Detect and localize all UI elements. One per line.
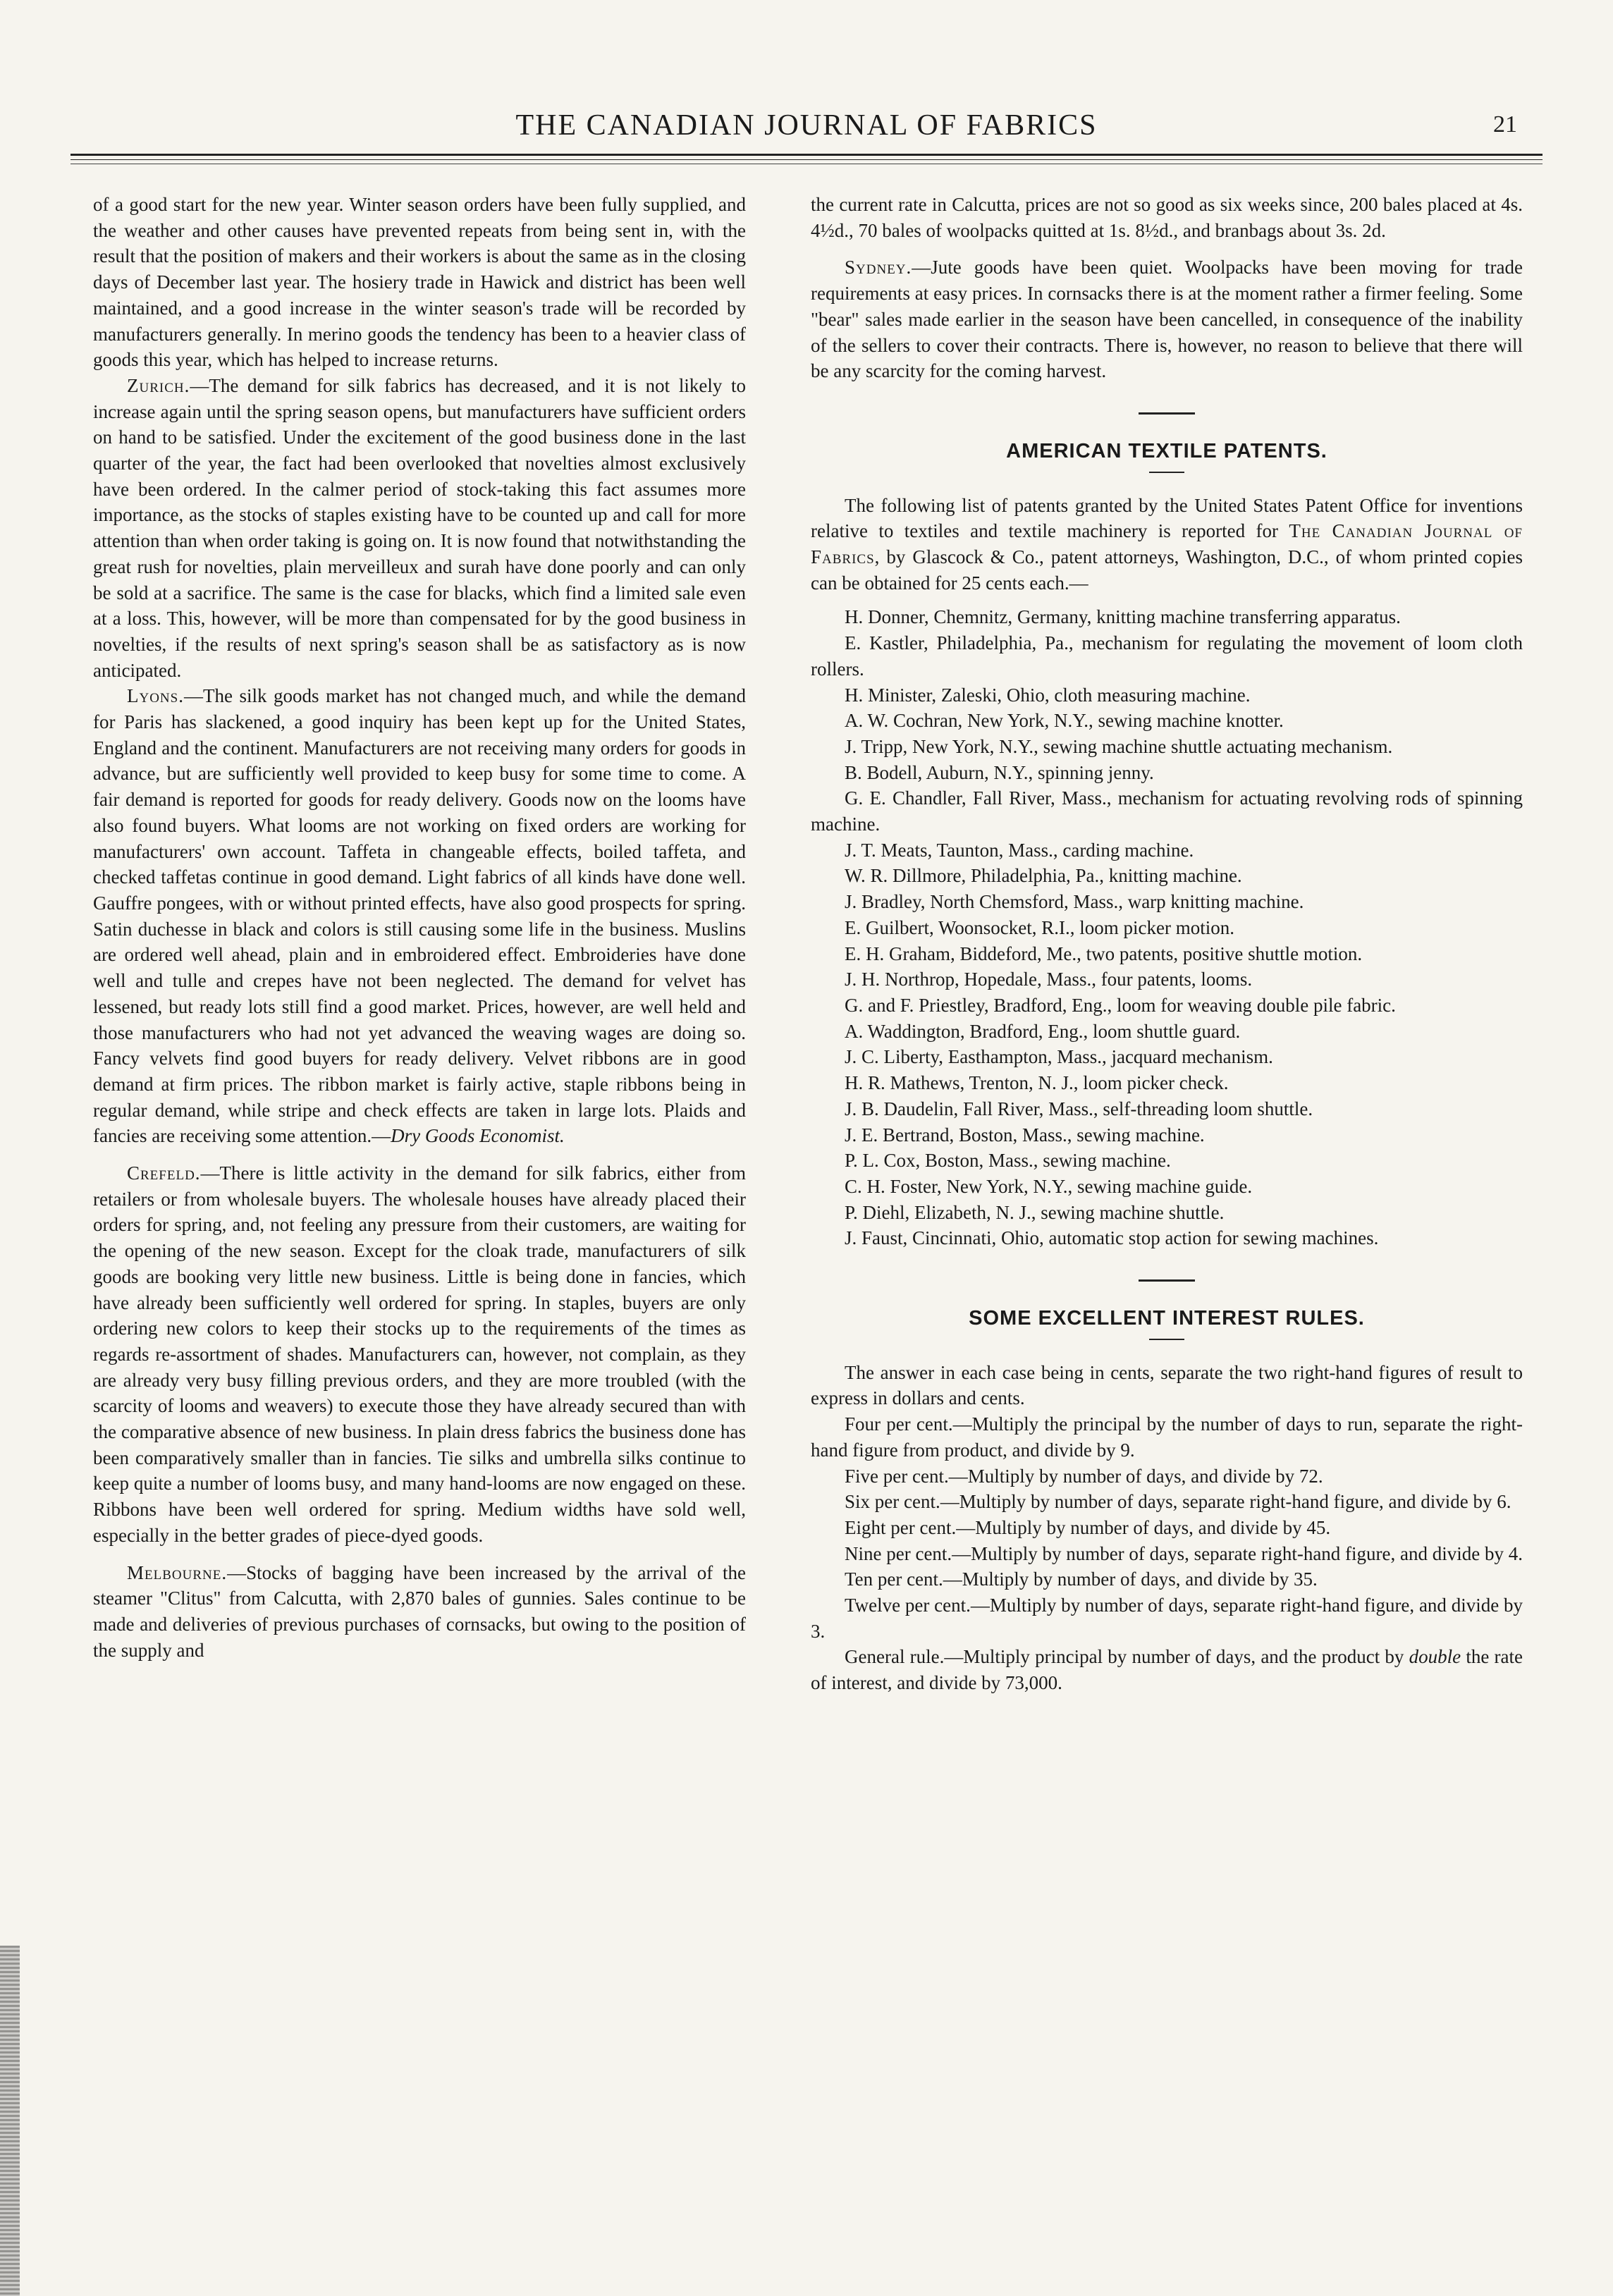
left-column [93,192,746,1663]
patent-entry: J. Bradley, North Chemsford, Mass., warp knitting machine. [845,891,1304,913]
lyons-text: —The silk goods market has not changed much, and while the demand for Paris has slackened, a good inquiry has been kept up for the United States, England and the continent. Manufacturers are not receiving many orders for goods in advance, but are sufficiently well provided to keep busy for some time to come. A fair demand is reported for goods for ready delivery. Goods now on the looms have also found buyers. What looms are not working on fixed orders are working for manufacturers' own account. Taffeta in changeable effects, boiled taffeta, and checked taffetas continue in good demand. Light fabrics of all kinds have done well. Gauffre pongees, with or without printed effects, have also good prospects for spring. Satin duchesse in black and colors is still causing some life in the business. Muslins are ordered well ahead, plain and in embroidered effect. Embroideries have done well and tulle and crepes have not been neglected. The demand for velvet has lessened, but ready lots still find a good market. Prices, however, are well held and those manufacturers who had not yet advanced the weaving wages are doing so. Fancy velvets find good buyers for ready delivery. Velvet ribbons are in good demand at firm prices. The ribbon market is fairly active, staple ribbons being in regular demand, while stripe and check effects are taken in large lots. Plaids and fancies are receiving some attention.— [93,685,746,1147]
general-rule-emphasis: double [1409,1646,1461,1668]
journal-name: The Canadian Journal of Fabrics [811,520,1523,568]
dateline-crefeld: Crefeld. [127,1162,201,1184]
zurich-text: —The demand for silk fabrics has decreased, and it is not likely to increase again until the spring season opens, but manufacturers have sufficient orders on hand to be satisfied. Under the excitement of the good business done in the last quarter of the year, the fact had been overlooked that novelties almost exclusively have been ordered. In the calmer period of stock-taking this fact assumes more importance, as the stocks of staples existing have to be counted up and call for more attention than when order taking is going on. It is now found that notwithstanding the great rush for novelties, plain merveilleux and surah have done poorly and can only be sold at a sacrifice. The same is the case for blacks, which find a limited sale even at a loss. This, however, will be more than compensated for by the good business in novelties, if the results of next spring's season shall be as satisfactory as is now anticipated. [93,374,746,681]
sydney-text: —Jute goods have been quiet. Woolpacks have been moving for trade requirements at easy prices. In cornsacks there is at the moment rather a firmer feeling. Some "bear" sales made earlier in the season have been cancelled, in consequence of the inability of the sellers to cover their contracts. There is, however, no reason to believe that there will be any scarcity for the coming harvest. [811,257,1523,382]
paragraph-zurich [93,373,746,683]
interest-rule: Twelve per cent.—Multiply by number of days, separate right-hand figure, and divide by 3. [811,1595,1523,1642]
paragraph-crefeld [93,1160,746,1549]
header-rule-thin [70,159,1543,160]
patents-intro [811,493,1523,596]
patents-intro-text-end: , by Glascock & Co., patent attorneys, Washington, D.C., of whom printed copies can be obtained for 25 cents each.— [811,546,1523,594]
patent-entry: J. B. Daudelin, Fall River, Mass., self-threading loom shuttle. [845,1098,1313,1119]
section-divider [1139,412,1195,415]
patent-entry: J. C. Liberty, Easthampton, Mass., jacquard mechanism. [845,1046,1273,1068]
dateline-melbourne: Melbourne. [127,1561,228,1583]
patent-entry: A. Waddington, Bradford, Eng., loom shuttle guard. [845,1020,1241,1042]
patent-entry: A. W. Cochran, New York, N.Y., sewing machine knotter. [845,710,1284,732]
melbourne-text: —Stocks of bagging have been increased by the arrival of the steamer "Clitus" from Calcutta, with 2,870 bales of gunnies. Sales continue to be made and deliveries of previous purchases of cornsacks, but owing to the position of the supply and [93,1561,746,1661]
patent-entry: J. Tripp, New York, N.Y., sewing machine shuttle actuating mechanism. [845,735,1393,757]
interest-rule: Four per cent.—Multiply the principal by the number of days to run, separate the right-hand figure from product, and divide by 9. [811,1413,1523,1461]
scan-edge-binding [0,1946,20,2296]
heading-underline [1149,1339,1184,1340]
patent-entry: G. E. Chandler, Fall River, Mass., mechanism for actuating revolving rods of spinning machine. [811,787,1523,835]
patent-entry: E. Kastler, Philadelphia, Pa., mechanism for regulating the movement of loom cloth rollers. [811,632,1523,680]
general-rule-text: General rule.—Multiply principal by number of days, and the product by [845,1646,1409,1668]
patent-entry: J. T. Meats, Taunton, Mass., carding machine. [845,839,1194,861]
general-rule-text-end: the rate of interest, and divide by 73,000. [811,1646,1523,1694]
dateline-sydney: Sydney. [845,257,912,278]
patent-entry: J. H. Northrop, Hopedale, Mass., four patents, looms. [845,969,1253,990]
paragraph-melbourne [93,1560,746,1664]
paragraph-lyons [93,683,746,1149]
patent-entry: P. L. Cox, Boston, Mass., sewing machine. [845,1150,1171,1172]
interest-rule: The answer in each case being in cents, separate the two right-hand figures of result to express in dollars and cents. [811,1361,1523,1409]
patent-entry: J. Faust, Cincinnati, Ohio, automatic stop action for sewing machines. [845,1227,1379,1249]
interest-rule: Eight per cent.—Multiply by number of days, and divide by 45. [845,1516,1331,1538]
patent-entry: P. Diehl, Elizabeth, N. J., sewing machine shuttle. [845,1201,1225,1223]
patents-heading: AMERICAN TEXTILE PATENTS. [1006,439,1327,462]
journal-title: THE CANADIAN JOURNAL OF FABRICS [515,109,1098,142]
interest-rules-heading: SOME EXCELLENT INTEREST RULES. [969,1307,1365,1330]
patents-intro-text: The following list of patents granted by the United States Patent Office for inventions relative to textiles and textile machinery is reported for [811,494,1523,542]
patent-entry: J. E. Bertrand, Boston, Mass., sewing machine. [845,1124,1205,1146]
header-rule [70,154,1543,156]
general-rule [811,1644,1523,1695]
interest-rules-list [811,1360,1523,1696]
dateline-zurich: Zurich. [127,374,190,396]
patent-entry: E. Guilbert, Woonsocket, R.I., loom picker motion. [845,916,1234,938]
interest-rule: Six per cent.—Multiply by number of days, separate right-hand figure, and divide by 6. [845,1491,1511,1513]
interest-rule: Ten per cent.—Multiply by number of days, and divide by 35. [845,1568,1318,1590]
patent-entry: B. Bodell, Auburn, N.Y., spinning jenny. [845,761,1154,783]
page-header [68,106,1545,148]
interest-rule: Nine per cent.—Multiply by number of days, separate right-hand figure, and divide by 4. [845,1542,1523,1564]
lyons-source: Dry Goods Economist. [391,1125,565,1147]
paragraph-calcutta-prices: the current rate in Calcutta, prices are not so good as six weeks since, 200 bales placed at 4s. 4½d., 70 bales of woolpacks quitted at 1s. 8½d., and branbags about 3s. 2d. [811,194,1523,241]
crefeld-text: —There is little activity in the demand for silk fabrics, either from retailers or from wholesale buyers. The wholesale houses have already placed their orders for spring, and, not feeling any pressure from their customers, are waiting for the opening of the new season. Except for the cloak trade, manufacturers of silk goods are booking very little new business. Little is being done in fancies, which have already been sufficiently well ordered for spring. In staples, buyers are only ordering new colors to keep their stocks up to the requirements of the times as regards re-assortment of shades. Manufacturers can, however, not complain, as they are already very busy filling previous orders, and they are more troubled (with the scarcity of looms and weavers) to execute those they have already secured than with the comparative absence of new business. In plain dress fabrics the business done has been comparatively smaller than in fancies. Tie silks and umbrella silks continue to keep quite a number of looms busy, and many hand-looms are now engaged on these. Ribbons have been well ordered for spring. Medium widths have sold well, especially in the better grades of piece-dyed goods. [93,1162,746,1546]
patent-entry: C. H. Foster, New York, N.Y., sewing machine guide. [845,1175,1253,1197]
paragraph-sydney [811,254,1523,384]
patent-entry: H. Donner, Chemnitz, Germany, knitting machine transferring apparatus. [845,606,1401,628]
patent-entry: W. R. Dillmore, Philadelphia, Pa., knitting machine. [845,865,1242,887]
paragraph-hawick: of a good start for the new year. Winter season orders have been fully supplied, and the weather and other causes have prevented repeats from being sent in, with the result that the position of makers and their workers is about the same as in the closing days of December last year. The hosiery trade in Hawick and district has been well maintained, and a good increase in the winter season's trade will be recorded by manufacturers generally. In merino goods the tendency has been to a heavier class of goods this year, which has helped to increase returns. [93,194,746,371]
patent-entry: E. H. Graham, Biddeford, Me., two patents, positive shuttle motion. [845,943,1363,964]
interest-rule: Five per cent.—Multiply by number of days, and divide by 72. [845,1465,1323,1487]
patents-list [811,604,1523,1251]
heading-underline [1149,472,1184,473]
page-number: 21 [1493,111,1517,137]
section-divider [1139,1279,1195,1282]
patent-entry: G. and F. Priestley, Bradford, Eng., loom for weaving double pile fabric. [845,994,1396,1016]
patent-entry: H. Minister, Zaleski, Ohio, cloth measuring machine. [845,684,1251,706]
right-column [811,192,1523,1696]
dateline-lyons: Lyons. [127,685,184,707]
patent-entry: H. R. Mathews, Trenton, N. J., loom picker check. [845,1072,1229,1094]
